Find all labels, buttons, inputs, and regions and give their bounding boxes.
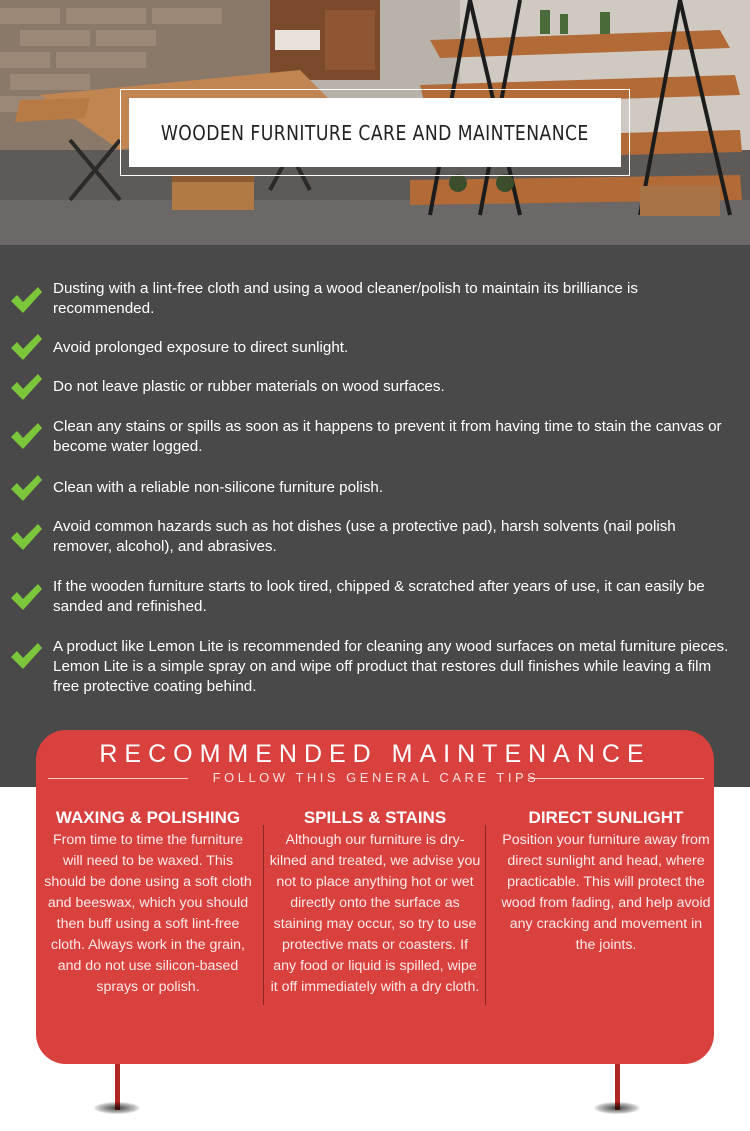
checkmark-icon — [9, 641, 43, 671]
checkmark-icon — [9, 582, 43, 612]
checkmark-icon — [9, 473, 43, 503]
page-title: WOODEN FURNITURE CARE AND MAINTENANCE — [161, 120, 589, 145]
column-body: Although our furniture is dry-kilned and treated, we advise you not to place anything hot or wet directly onto the surface as staining may occur, so try to use protective mats or coasters. If any food or liquid is spilled, wipe it off immediately with a dry cloth. — [269, 832, 481, 995]
maintenance-title: RECOMMENDED MAINTENANCE — [99, 740, 651, 768]
column-heading: SPILLS & STAINS — [303, 808, 447, 827]
maintenance-column-spills — [269, 808, 481, 998]
title-frame — [120, 89, 630, 176]
tip-text: Clean any stains or spills as soon as it happens to prevent it from having time to stain the canvas or become water logged. — [53, 418, 722, 455]
maintenance-card — [36, 730, 714, 1064]
maintenance-column-sunlight — [500, 808, 712, 956]
column-divider — [485, 825, 486, 1005]
tip-text: Avoid common hazards such as hot dishes (use a protective pad), harsh solvents (nail polish remover, alcohol), and abrasives. — [53, 518, 676, 555]
maintenance-subtitle-row — [48, 770, 704, 788]
tip-text: Do not leave plastic or rubber materials on wood surfaces. — [53, 378, 445, 395]
maintenance-column-waxing — [42, 808, 254, 998]
tip-text: Avoid prolonged exposure to direct sunlight. — [53, 339, 349, 356]
tip-text: Dusting with a lint-free cloth and using a wood cleaner/polish to maintain its brilliance is recommended. — [53, 280, 639, 317]
column-body: From time to time the furniture will need to be waxed. This should be done using a soft cloth and beeswax, which you should then buff using a soft lint-free cloth. Always work in the grain, and do not use silicon-based sprays or polish. — [44, 832, 252, 995]
checkmark-icon — [9, 285, 43, 315]
checkmark-icon — [9, 522, 43, 552]
hero-image — [0, 0, 750, 245]
column-body: Position your furniture away from direct sunlight and head, where practicable. This will protect the wood from fading, and help avoid any cracking and movement in the joints. — [501, 832, 711, 953]
leg-shadow-right — [594, 1102, 640, 1114]
checkmark-icon — [9, 421, 43, 451]
maintenance-subtitle: FOLLOW THIS GENERAL CARE TIPS — [212, 770, 540, 785]
tip-text: A product like Lemon Lite is recommended for cleaning any wood surfaces on metal furniture pieces. Lemon Lite is a simple spray on and wipe off product that restores dull finishes while leaving a film free protective coating behind. — [53, 638, 729, 695]
tip-text: If the wooden furniture starts to look tired, chipped & scratched after years of use, it can easily be sanded and refinished. — [53, 578, 705, 615]
tip-text: Clean with a reliable non-silicone furniture polish. — [53, 479, 384, 496]
column-heading: DIRECT SUNLIGHT — [528, 808, 684, 827]
care-tips-section — [0, 245, 750, 787]
column-divider — [263, 825, 264, 1005]
leg-shadow-left — [94, 1102, 140, 1114]
checkmark-icon — [9, 332, 43, 362]
title-panel — [129, 98, 621, 167]
checkmark-icon — [9, 372, 43, 402]
column-heading: WAXING & POLISHING — [55, 808, 241, 827]
